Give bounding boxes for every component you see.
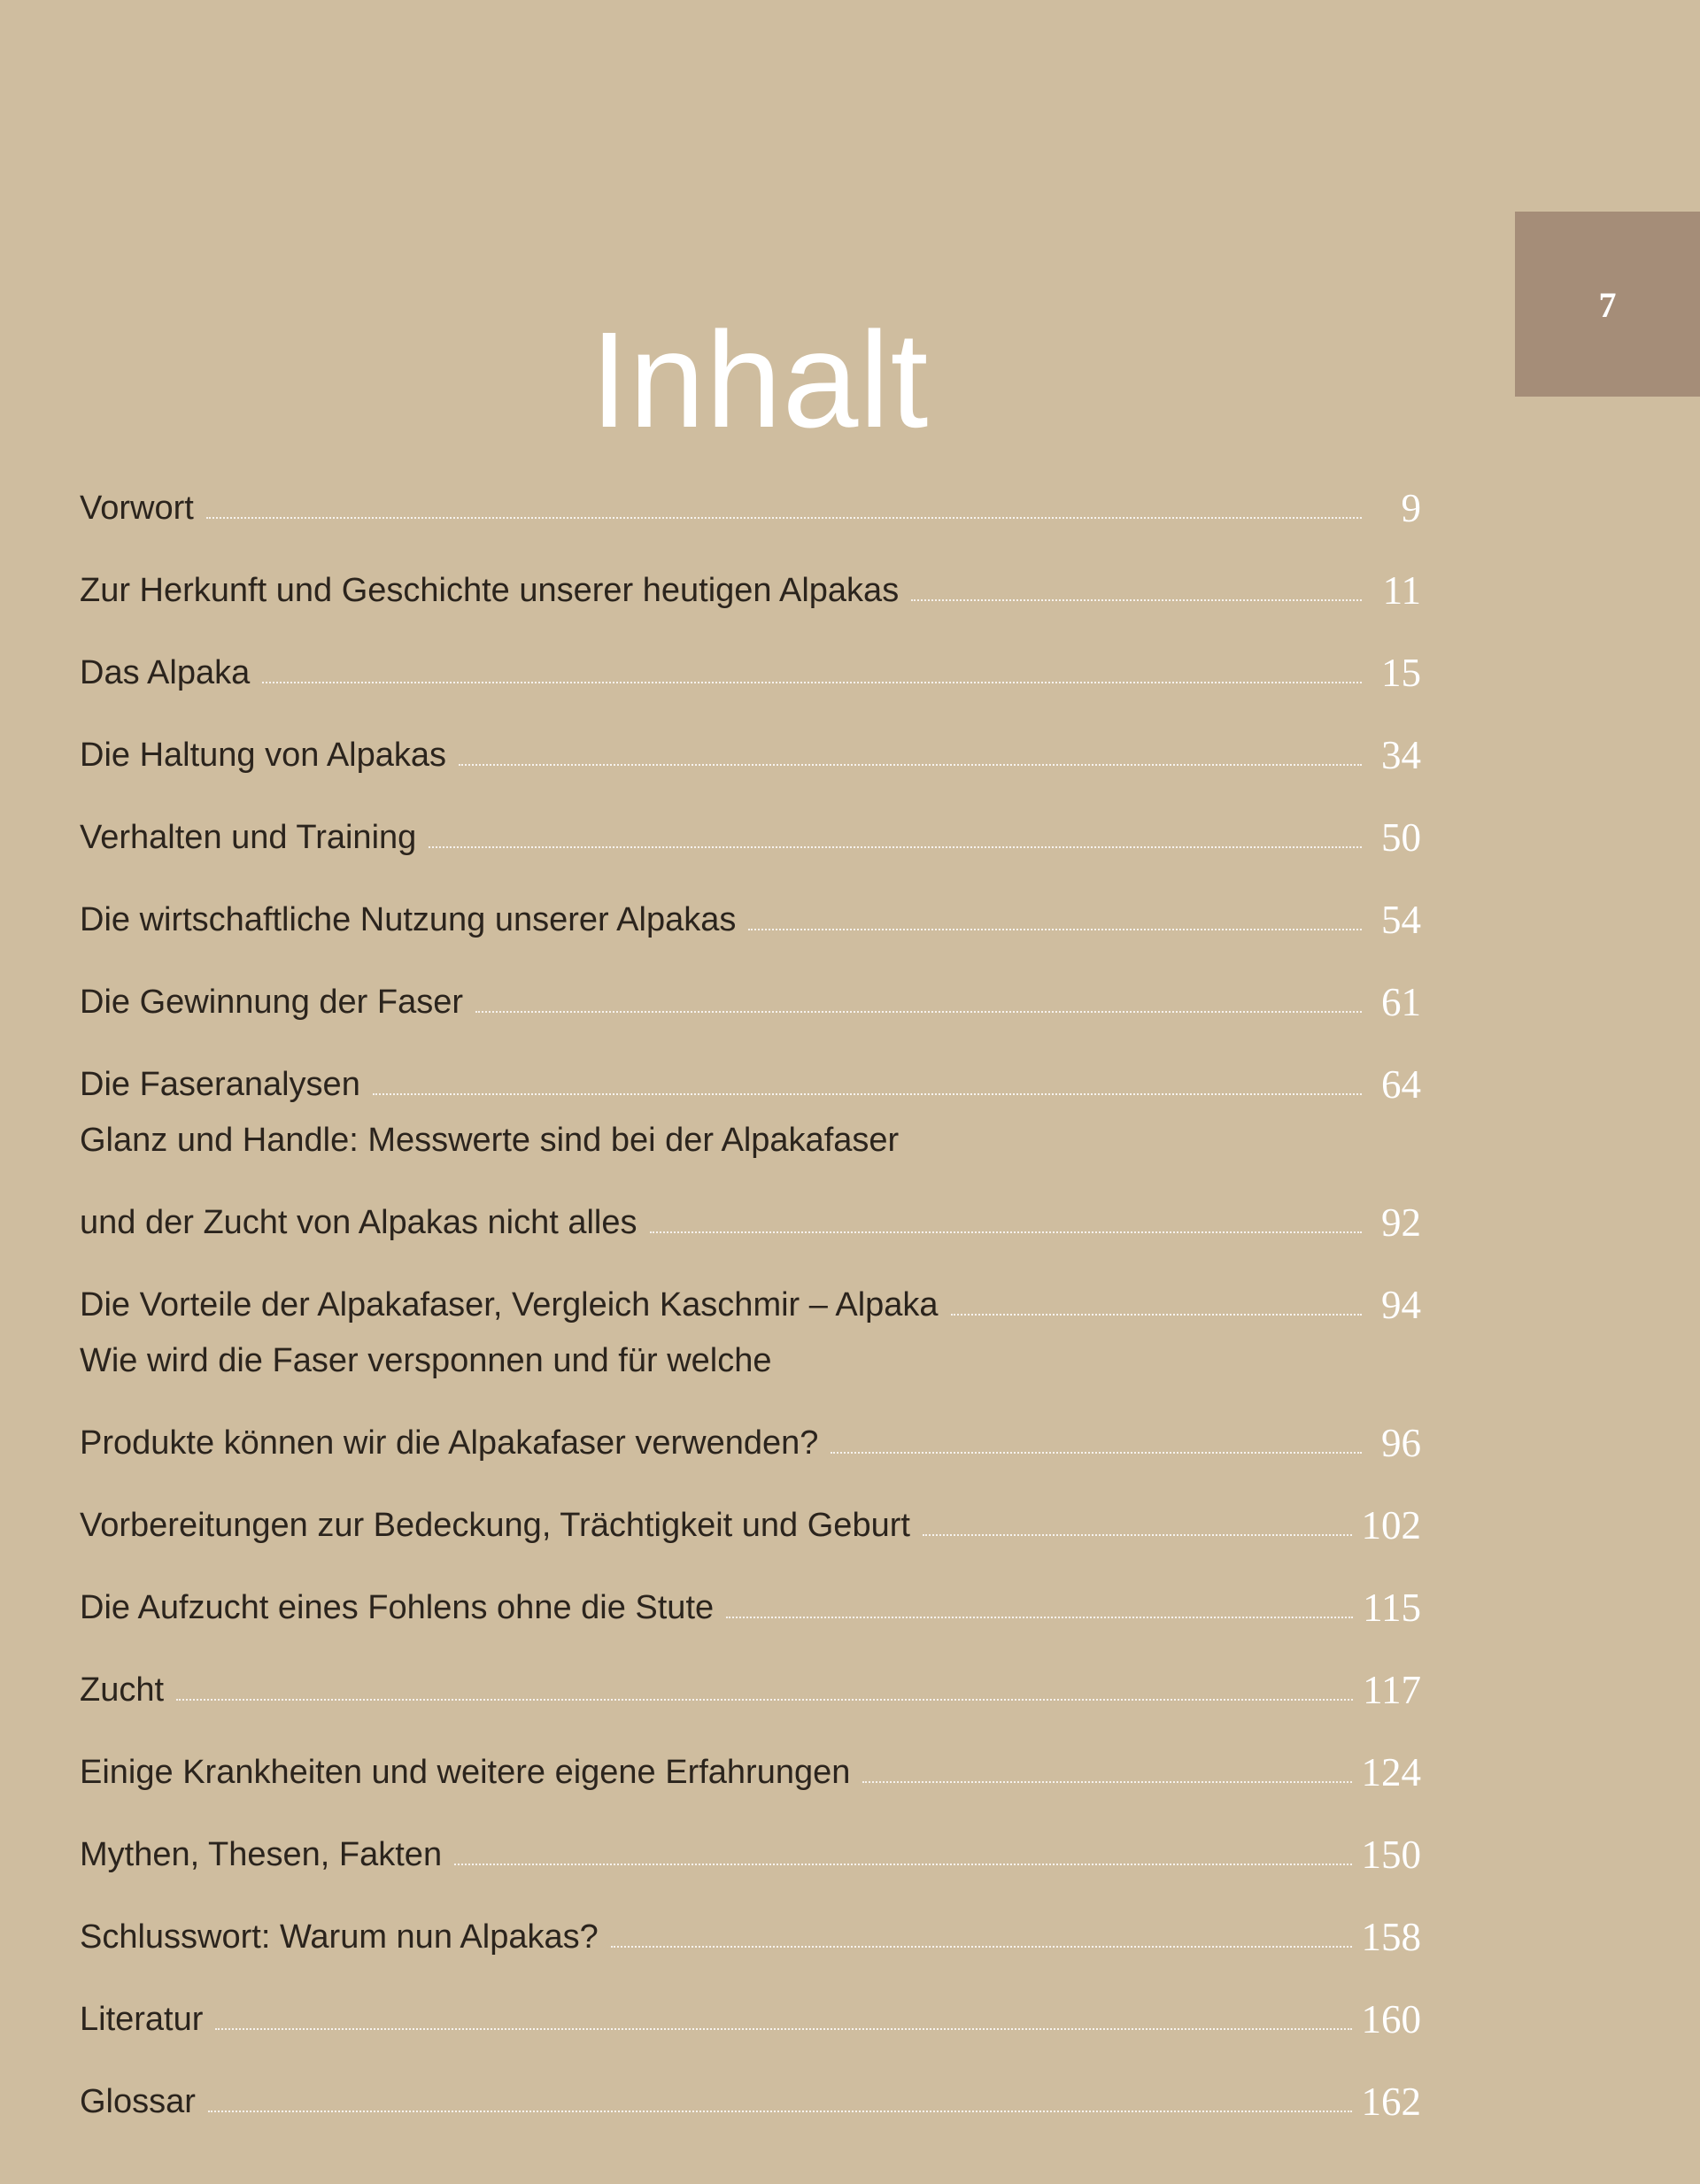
toc-entry-line bbox=[80, 451, 1421, 534]
dotted-leader bbox=[831, 1452, 1362, 1454]
toc-entry-title: Glanz und Handle: Messwerte sind bei der Alpakafaser bbox=[80, 1122, 900, 1159]
toc-entry[interactable] bbox=[80, 945, 1421, 1028]
toc-entry-title: Die Faseranalysen bbox=[80, 1066, 360, 1103]
toc-entry[interactable] bbox=[80, 1633, 1421, 1716]
page-title: Inhalt bbox=[590, 304, 930, 457]
toc-page-number: 92 bbox=[1381, 1200, 1421, 1245]
dotted-leader bbox=[454, 1864, 1351, 1865]
dotted-leader bbox=[923, 1534, 1352, 1536]
toc-entry-title: Schlusswort: Warum nun Alpakas? bbox=[80, 1918, 599, 1956]
toc-entry[interactable] bbox=[80, 863, 1421, 945]
toc-entry[interactable] bbox=[80, 1798, 1421, 1880]
toc-entry[interactable] bbox=[80, 1331, 1421, 1469]
dotted-leader bbox=[429, 846, 1362, 848]
toc-page-number: 94 bbox=[1381, 1283, 1421, 1327]
toc-entry-title: Zucht bbox=[80, 1671, 165, 1709]
toc-entry-title: Verhalten und Training bbox=[80, 819, 417, 856]
toc-page-number: 64 bbox=[1381, 1062, 1421, 1107]
dotted-leader bbox=[459, 764, 1362, 766]
toc-page-number: 96 bbox=[1381, 1421, 1421, 1465]
dotted-leader bbox=[748, 929, 1362, 930]
toc-entry-title: Das Alpaka bbox=[80, 654, 251, 691]
dotted-leader bbox=[862, 1781, 1351, 1783]
toc-entry[interactable] bbox=[80, 2045, 1421, 2127]
toc-page-number: 102 bbox=[1361, 1503, 1421, 1547]
toc-entry-title: Einige Krankheiten und weitere eigene Erfahrungen bbox=[80, 1754, 851, 1791]
dotted-leader bbox=[262, 682, 1362, 683]
toc-entry[interactable] bbox=[80, 1028, 1421, 1110]
toc-page-number: 117 bbox=[1363, 1668, 1421, 1712]
toc-entry[interactable] bbox=[80, 1880, 1421, 1963]
toc-entry-title: Glossar bbox=[80, 2083, 196, 2120]
toc-entry-line bbox=[80, 1633, 1421, 1716]
toc-entry[interactable] bbox=[80, 1963, 1421, 2045]
toc-entry-line bbox=[80, 1469, 1421, 1551]
table-of-contents bbox=[80, 451, 1421, 2127]
dotted-leader bbox=[475, 1011, 1362, 1013]
toc-page-number: 124 bbox=[1361, 1750, 1421, 1794]
toc-entry-title: Die Vorteile der Alpakafaser, Vergleich Kaschmir – Alpaka bbox=[80, 1286, 939, 1324]
toc-entry-line bbox=[80, 616, 1421, 698]
toc-entry-title: Die Aufzucht eines Fohlens ohne die Stute bbox=[80, 1589, 715, 1626]
toc-page-number: 115 bbox=[1363, 1586, 1421, 1630]
toc-entry-title: Produkte können wir die Alpakafaser verwenden? bbox=[80, 1424, 819, 1462]
toc-entry-title: Vorbereitungen zur Bedeckung, Trächtigkeit und Geburt bbox=[80, 1507, 910, 1544]
dotted-leader bbox=[215, 2028, 1351, 2030]
toc-page-number: 15 bbox=[1381, 651, 1421, 695]
toc-entry-title: Die wirtschaftliche Nutzung unserer Alpakas bbox=[80, 901, 737, 938]
toc-entry-line bbox=[80, 1028, 1421, 1110]
toc-entry-line bbox=[80, 1551, 1421, 1633]
toc-entry[interactable] bbox=[80, 698, 1421, 781]
dotted-leader bbox=[911, 599, 1362, 601]
toc-page-number: 162 bbox=[1361, 2080, 1421, 2124]
dotted-leader bbox=[176, 1699, 1353, 1701]
toc-entry-line bbox=[80, 781, 1421, 863]
page-number-tab bbox=[1515, 212, 1700, 397]
toc-entry-title: Wie wird die Faser versponnen und für welche bbox=[80, 1342, 772, 1379]
dotted-leader bbox=[611, 1946, 1352, 1948]
dotted-leader bbox=[650, 1231, 1363, 1233]
toc-entry-line bbox=[80, 1716, 1421, 1798]
toc-entry-first-line bbox=[80, 1110, 1421, 1166]
toc-entry[interactable] bbox=[80, 1716, 1421, 1798]
toc-entry-title: Die Gewinnung der Faser bbox=[80, 984, 463, 1021]
toc-entry-line bbox=[80, 698, 1421, 781]
toc-entry-title: Mythen, Thesen, Fakten bbox=[80, 1836, 443, 1873]
dotted-leader bbox=[373, 1093, 1362, 1095]
toc-entry[interactable] bbox=[80, 1551, 1421, 1633]
toc-entry-line bbox=[80, 1880, 1421, 1963]
toc-entry-line bbox=[80, 1798, 1421, 1880]
toc-entry[interactable] bbox=[80, 451, 1421, 534]
toc-entry-line bbox=[80, 534, 1421, 616]
toc-page-number: 54 bbox=[1381, 898, 1421, 942]
toc-entry-line bbox=[80, 1963, 1421, 2045]
toc-page-number: 11 bbox=[1382, 568, 1421, 613]
toc-page-number: 61 bbox=[1381, 980, 1421, 1024]
toc-page-number: 160 bbox=[1361, 1997, 1421, 2041]
toc-page-number: 50 bbox=[1381, 815, 1421, 860]
toc-entry-line bbox=[80, 1248, 1421, 1331]
toc-page-number: 34 bbox=[1381, 733, 1421, 777]
toc-entry[interactable] bbox=[80, 616, 1421, 698]
page-number: 7 bbox=[1598, 285, 1617, 325]
dotted-leader bbox=[208, 2111, 1352, 2112]
toc-page-number: 9 bbox=[1401, 486, 1421, 530]
dotted-leader bbox=[951, 1314, 1362, 1316]
toc-entry[interactable] bbox=[80, 781, 1421, 863]
dotted-leader bbox=[206, 517, 1362, 519]
toc-entry[interactable] bbox=[80, 1110, 1421, 1248]
toc-entry-title: Zur Herkunft und Geschichte unserer heutigen Alpakas bbox=[80, 572, 900, 609]
toc-entry[interactable] bbox=[80, 1248, 1421, 1331]
toc-entry-title: und der Zucht von Alpakas nicht alles bbox=[80, 1204, 638, 1241]
toc-entry-line bbox=[80, 1166, 1421, 1248]
toc-entry[interactable] bbox=[80, 534, 1421, 616]
toc-entry[interactable] bbox=[80, 1469, 1421, 1551]
toc-entry-title: Literatur bbox=[80, 2001, 204, 2038]
toc-entry-line bbox=[80, 2045, 1421, 2127]
toc-entry-line bbox=[80, 863, 1421, 945]
toc-page-number: 150 bbox=[1361, 1833, 1421, 1877]
toc-entry-line bbox=[80, 1386, 1421, 1469]
toc-page-number: 158 bbox=[1361, 1915, 1421, 1959]
toc-entry-title: Vorwort bbox=[80, 490, 194, 527]
dotted-leader bbox=[726, 1617, 1353, 1618]
toc-entry-first-line bbox=[80, 1331, 1421, 1386]
toc-entry-line bbox=[80, 945, 1421, 1028]
toc-entry-title: Die Haltung von Alpakas bbox=[80, 737, 447, 774]
